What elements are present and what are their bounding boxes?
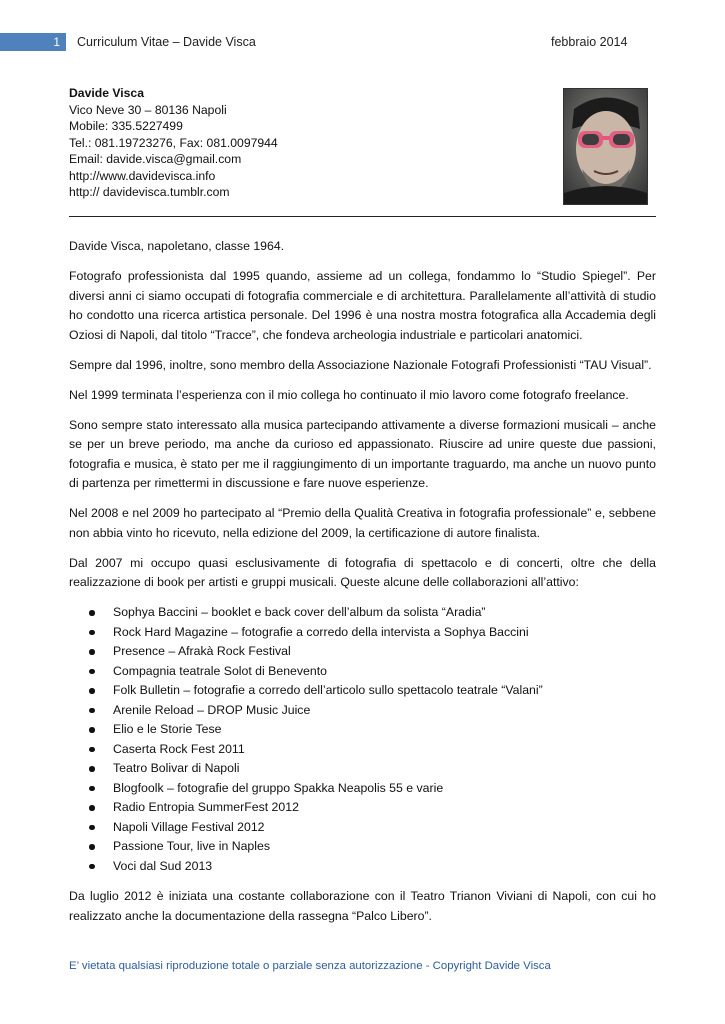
- bullet-icon: [89, 786, 95, 792]
- bullet-icon: [89, 825, 95, 831]
- list-item: Voci dal Sud 2013: [69, 857, 656, 877]
- paragraph-studio: Fotografo professionista dal 1995 quando, assieme ad un collega, fondammo lo “Studio Spiegel”. Per diversi anni ci siamo occupati di fotografia commerciale e di architettura. Parallelamente all’attività di studio ho condotto una ricerca artistica personale. Del 1996 è una nostra mostra fotografica alla Accademia degli Oziosi di Napoli, dal titolo “Tracce”, che fondeva archeologia industriale e particolari anatomici.: [69, 269, 656, 342]
- bullet-icon: [89, 708, 95, 714]
- header-divider: [69, 216, 656, 217]
- list-item: Radio Entropia SummerFest 2012: [69, 798, 656, 818]
- contact-address: Vico Neve 30 – 80136 Napoli: [69, 102, 227, 117]
- paragraph-collaborations-intro: Dal 2007 mi occupo quasi esclusivamente di fotografia di spettacolo e di concerti, oltre che della realizzazione di book per artisti e gruppi musicali. Queste alcune delle collaborazioni all’attivo:: [69, 555, 656, 589]
- list-item: Passione Tour, live in Naples: [69, 837, 656, 857]
- list-item: Sophya Baccini – booklet e back cover dell’album da solista “Aradia”: [69, 603, 656, 623]
- paragraph-music: Sono sempre stato interessato alla musica partecipando attivamente a diverse formazioni musicali – anche se per un breve periodo, ma anche da curioso ed appassionato. Riuscire ad unire queste due passioni, fotografia e musica, è stato per me il raggiungimento di un importante traguardo, ma anche un nuovo punto di partenza per rimettermi in discussione e fare nuove esperienze.: [69, 417, 656, 490]
- page-header: [0, 33, 725, 51]
- bullet-icon: [89, 727, 95, 733]
- bullet-icon: [89, 864, 95, 870]
- header-date: febbraio 2014: [551, 35, 628, 49]
- paragraph-award: Nel 2008 e nel 2009 ho partecipato al “Premio della Qualità Creativa in fotografia professionale” e, sebbene non abbia vinto ho ricevuto, nella edizione del 2009, la certificazione di autore finalista.: [69, 506, 656, 540]
- list-item: Arenile Reload – DROP Music Juice: [69, 701, 656, 721]
- bullet-icon: [89, 610, 95, 616]
- collaborations-list: [69, 603, 656, 876]
- contact-email: Email: davide.visca@gmail.com: [69, 152, 242, 166]
- profile-photo: [563, 88, 648, 205]
- page-number-badge: 1: [0, 33, 66, 51]
- contact-mobile: Mobile: 335.5227499: [69, 119, 183, 133]
- list-item: Compagnia teatrale Solot di Benevento: [69, 662, 656, 682]
- list-item: Caserta Rock Fest 2011: [69, 740, 656, 760]
- bullet-icon: [89, 844, 95, 850]
- bullet-icon: [89, 805, 95, 811]
- intro-paragraph: Davide Visca, napoletano, classe 1964.: [69, 239, 285, 253]
- list-item: Blogfoolk – fotografie del gruppo Spakka Neapolis 55 e varie: [69, 779, 656, 799]
- bullet-icon: [89, 649, 95, 655]
- list-item: Presence – Afrakà Rock Festival: [69, 642, 656, 662]
- paragraph-freelance: Nel 1999 terminata l’esperienza con il mio collega ho continuato il mio lavoro come fotografo freelance.: [69, 387, 629, 402]
- bullet-icon: [89, 747, 95, 753]
- contact-website: http://www.davidevisca.info: [69, 168, 216, 183]
- paragraph-tau-visual: Sempre dal 1996, inoltre, sono membro della Associazione Nazionale Fotografi Professionisti “TAU Visual”.: [69, 357, 652, 372]
- list-item: Rock Hard Magazine – fotografie a corredo della intervista a Sophya Baccini: [69, 623, 656, 643]
- paragraph-trianon: Da luglio 2012 è iniziata una costante collaborazione con il Teatro Trianon Viviani di Napoli, con cui ho realizzato anche la documentazione della rassegna “Palco Libero”.: [69, 889, 656, 923]
- bullet-icon: [89, 630, 95, 636]
- bullet-icon: [89, 766, 95, 772]
- portrait-image: [564, 89, 647, 204]
- contact-name: Davide Visca: [69, 86, 144, 100]
- footer-copyright: E’ vietata qualsiasi riproduzione totale o parziale senza autorizzazione - Copyright Davide Visca: [69, 960, 551, 972]
- bullet-icon: [89, 669, 95, 675]
- list-item: Teatro Bolivar di Napoli: [69, 759, 656, 779]
- contact-tel-fax: Tel.: 081.19723276, Fax: 081.0097944: [69, 135, 278, 150]
- header-title: Curriculum Vitae – Davide Visca: [77, 35, 256, 49]
- contact-tumblr: http:// davidevisca.tumblr.com: [69, 185, 230, 199]
- bullet-icon: [89, 688, 95, 694]
- contact-block: [69, 85, 278, 201]
- list-item: Folk Bulletin – fotografie a corredo dell’articolo sullo spettacolo teatrale “Valani”: [69, 681, 656, 701]
- list-item: Napoli Village Festival 2012: [69, 818, 656, 838]
- list-item: Elio e le Storie Tese: [69, 720, 656, 740]
- cv-body: [69, 237, 656, 937]
